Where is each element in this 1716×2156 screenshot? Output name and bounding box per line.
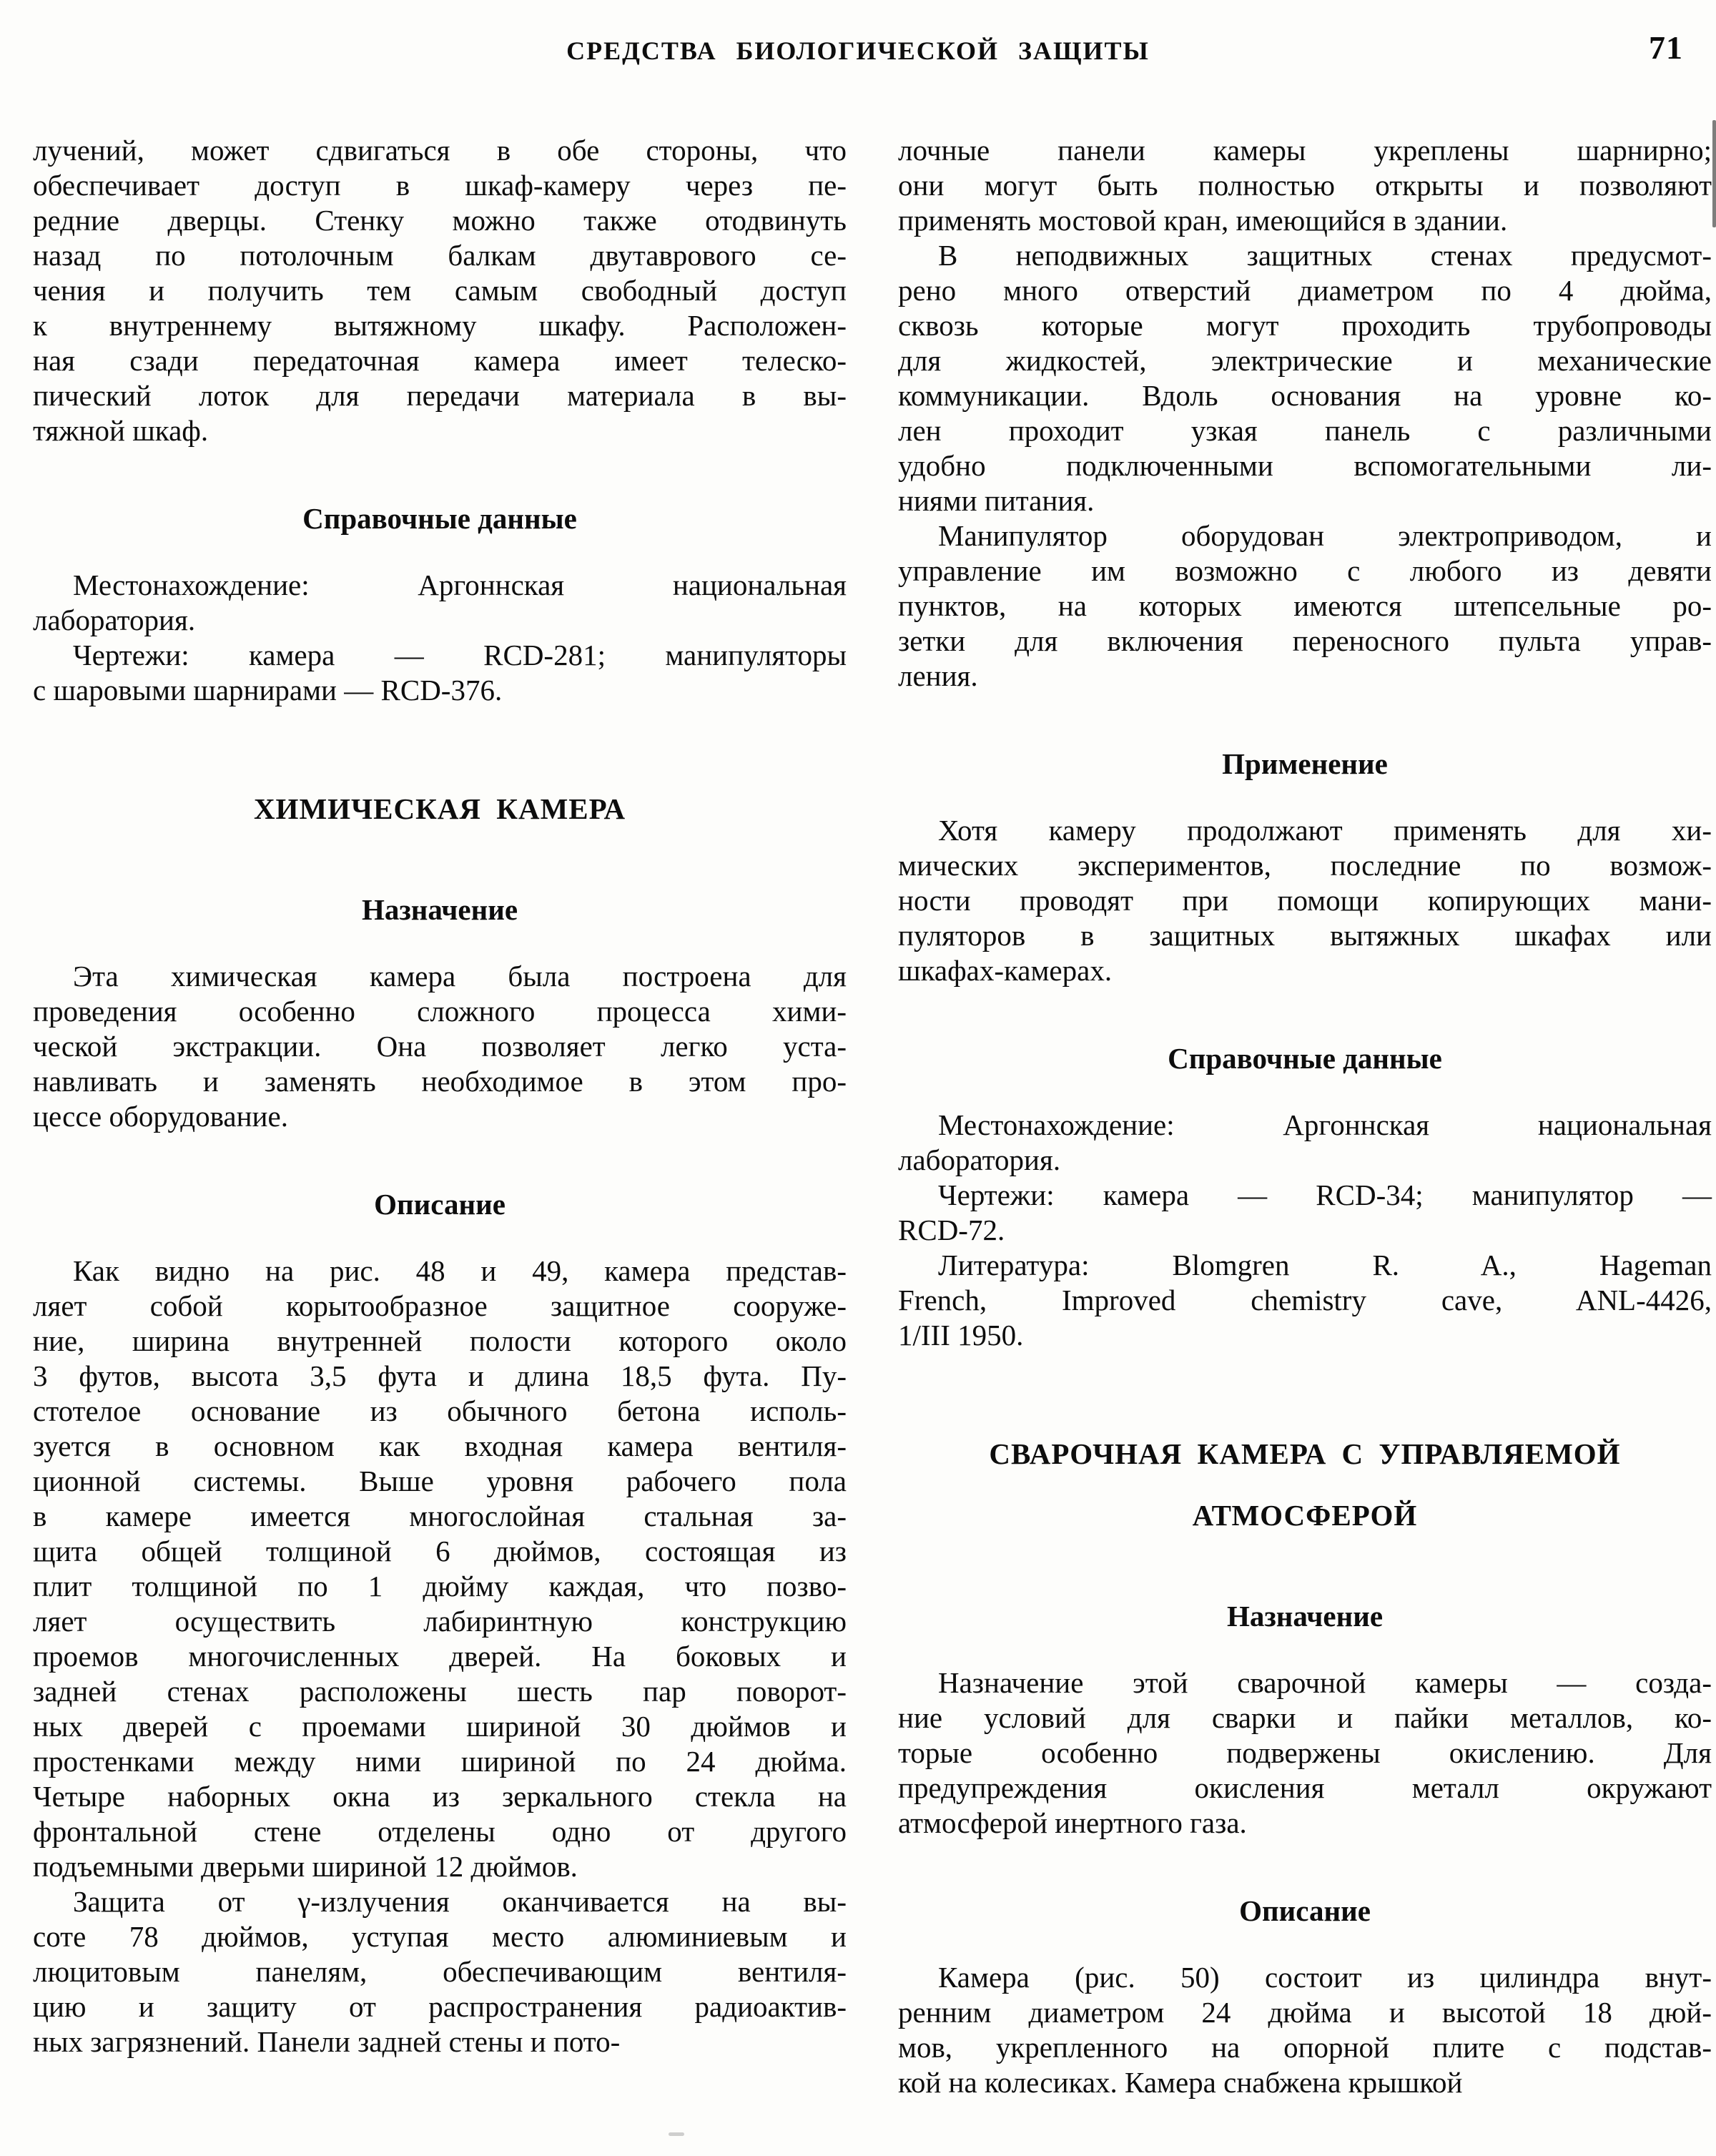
section-heading xyxy=(898,1423,1712,1546)
text-line: чения и получить тем самым свободный доступ xyxy=(33,274,847,307)
text-line: ных дверей с проемами шириной 30 дюймов и xyxy=(33,1710,847,1743)
text-line: назад по потолочным балкам двутаврового се- xyxy=(33,239,847,272)
text-line: щита общей толщиной 6 дюймов, состоящая из xyxy=(33,1535,847,1567)
text-line: пунктов, на которых имеются штепсельные ро- xyxy=(898,589,1712,622)
text-line: применять мостовой кран, имеющийся в здании. xyxy=(898,204,1508,237)
text-line: с шаровыми шарнирами — RCD-376. xyxy=(33,674,503,707)
text-line: лен проходит узкая панель с различными xyxy=(898,414,1712,447)
text-line: лочные панели камеры укреплены шарнирно; xyxy=(898,134,1712,167)
text-line: фронтальной стене отделены одно от другого xyxy=(33,1815,847,1848)
text-line: атмосферой инертного газа. xyxy=(898,1806,1247,1839)
subheading xyxy=(898,1041,1712,1076)
text-line: они могут быть полностью открыты и позволяют xyxy=(898,169,1712,202)
subheading xyxy=(898,747,1712,782)
text-line: люцитовым панелям, обеспечивающим вентиля- xyxy=(33,1955,847,1988)
subheading xyxy=(33,501,847,536)
text-line: 3 футов, высота 3,5 фута и длина 18,5 фута. Пу- xyxy=(33,1359,847,1392)
text-line: Назначение этой сварочной камеры — созда- xyxy=(938,1666,1712,1699)
text-line: соте 78 дюймов, уступая место алюминиевым и xyxy=(33,1920,847,1953)
text-line: удобно подключенными вспомогательными ли- xyxy=(898,449,1712,482)
text-line: к внутреннему вытяжному шкафу. Расположен- xyxy=(33,309,847,342)
text-columns xyxy=(33,133,1712,2100)
text-line: шкафах-камерах. xyxy=(898,954,1113,987)
section-heading xyxy=(33,778,847,840)
text-line: сквозь которые могут проходить трубопроводы xyxy=(898,309,1712,342)
text-line: для жидкостей, электрические и механические xyxy=(898,344,1712,377)
text-line: Справочные данные xyxy=(302,502,577,535)
paragraph xyxy=(33,959,847,1134)
paragraph xyxy=(898,1178,1712,1248)
running-header xyxy=(0,31,1716,82)
subheading xyxy=(33,892,847,927)
text-line: Назначение xyxy=(1226,1600,1384,1633)
paragraph xyxy=(33,568,847,638)
text-line: ных загрязнений. Панели задней стены и пото- xyxy=(33,2025,621,2058)
scan-speck-artifact xyxy=(669,2132,684,2136)
text-line: 1/III 1950. xyxy=(898,1319,1024,1352)
paragraph xyxy=(898,133,1712,238)
text-line: лаборатория. xyxy=(33,604,196,636)
text-line: СВАРОЧНАЯ КАМЕРА С УПРАВЛЯЕМОЙ xyxy=(989,1437,1621,1470)
text-line: тяжной шкаф. xyxy=(33,414,209,447)
text-line: лаборатория. xyxy=(898,1143,1061,1176)
paragraph xyxy=(898,1665,1712,1841)
paragraph xyxy=(898,1108,1712,1178)
text-line: навливать и заменять необходимое в этом про- xyxy=(33,1065,847,1098)
paragraph xyxy=(33,1254,847,1884)
subheading xyxy=(33,1187,847,1222)
paragraph xyxy=(33,1884,847,2059)
text-line: ниями питания. xyxy=(898,484,1095,517)
text-line: ляет осуществить лабиринтную конструкцию xyxy=(33,1605,847,1638)
text-line: Эта химическая камера была построена для xyxy=(73,960,847,993)
text-line: Чертежи: камера — RCD-34; манипулятор — xyxy=(938,1178,1712,1211)
text-line: простенками между ними шириной по 24 дюйма. xyxy=(33,1745,847,1778)
text-line: подъемными дверьми шириной 12 дюймов. xyxy=(33,1850,578,1883)
scan-edge-artifact xyxy=(1712,120,1716,227)
text-line: ционной системы. Выше уровня рабочего пола xyxy=(33,1465,847,1497)
text-line: цию и защиту от распространения радиоактив- xyxy=(33,1990,847,2023)
text-line: зуется в основном как входная камера вентиля- xyxy=(33,1429,847,1462)
text-line: ческой экстракции. Она позволяет легко уста- xyxy=(33,1030,847,1063)
paragraph xyxy=(898,1248,1712,1353)
text-line: Назначение xyxy=(361,893,518,926)
text-line: Описание xyxy=(374,1188,506,1221)
text-line: Защита от γ-излучения оканчивается на вы- xyxy=(73,1885,847,1918)
text-line: рено много отверстий диаметром по 4 дюйма, xyxy=(898,274,1712,307)
text-line: RCD-72. xyxy=(898,1214,1005,1246)
text-line: пический лоток для передачи материала в вы- xyxy=(33,379,847,412)
text-line: ХИМИЧЕСКАЯ КАМЕРА xyxy=(253,792,626,825)
text-line: В неподвижных защитных стенах предусмот- xyxy=(938,239,1712,272)
text-line: ления. xyxy=(898,659,978,692)
text-line: стотелое основание из обычного бетона исполь- xyxy=(33,1394,847,1427)
text-line: Применение xyxy=(1222,747,1388,780)
text-line: цессе оборудование. xyxy=(33,1100,288,1133)
text-line: управление им возможно с любого из девяти xyxy=(898,554,1712,587)
text-line: Литература: Blomgren R. A., Hageman xyxy=(938,1249,1712,1281)
text-line: торые особенно подвержены окислению. Для xyxy=(898,1736,1712,1769)
text-line: ности проводят при помощи копирующих мани- xyxy=(898,884,1712,917)
text-line: обеспечивает доступ в шкаф-камеру через пе- xyxy=(33,169,847,202)
column-right xyxy=(898,133,1712,2100)
text-line: АТМОСФЕРОЙ xyxy=(1192,1499,1418,1532)
text-line: Описание xyxy=(1239,1894,1371,1927)
text-line: зетки для включения переносного пульта управ- xyxy=(898,624,1712,657)
text-line: задней стенах расположены шесть пар поворот- xyxy=(33,1675,847,1708)
text-line: ляет собой корытообразное защитное сооруже- xyxy=(33,1289,847,1322)
text-line: Местонахождение: Аргоннская национальная xyxy=(73,568,847,601)
text-line: Четыре наборных окна из зеркального стекла на xyxy=(33,1780,847,1813)
text-line: пуляторов в защитных вытяжных шкафах или xyxy=(898,919,1712,952)
text-line: предупреждения окисления металл окружают xyxy=(898,1771,1712,1804)
paragraph xyxy=(898,813,1712,988)
text-line: редние дверцы. Стенку можно также отодвинуть xyxy=(33,204,847,237)
text-line: ние, ширина внутренней полости которого около xyxy=(33,1324,847,1357)
text-line: лучений, может сдвигаться в обе стороны, что xyxy=(33,134,847,167)
text-line: Манипулятор оборудован электроприводом, и xyxy=(938,519,1712,552)
paragraph xyxy=(898,238,1712,518)
text-line: ная сзади передаточная камера имеет телеско- xyxy=(33,344,847,377)
text-line: Местонахождение: Аргоннская национальная xyxy=(938,1108,1712,1141)
text-line: Чертежи: камера — RCD-281; манипуляторы xyxy=(73,639,847,671)
text-line: Камера (рис. 50) состоит из цилиндра внут- xyxy=(938,1961,1712,1994)
text-line: French, Improved chemistry cave, ANL-4426, xyxy=(898,1284,1712,1316)
paragraph xyxy=(33,133,847,448)
subheading xyxy=(898,1894,1712,1929)
text-line: мических экспериментов, последние по возмож- xyxy=(898,849,1712,882)
text-line: Как видно на рис. 48 и 49, камера представ- xyxy=(73,1254,847,1287)
paragraph xyxy=(33,638,847,708)
text-line: кой на колесиках. Камера снабжена крышкой xyxy=(898,2066,1463,2099)
text-line: ние условий для сварки и пайки металлов, ко- xyxy=(898,1701,1712,1734)
text-line: коммуникации. Вдоль основания на уровне ко- xyxy=(898,379,1712,412)
text-line: Хотя камеру продолжают применять для хи- xyxy=(938,814,1712,847)
subheading xyxy=(898,1599,1712,1634)
text-line: ренним диаметром 24 дюйма и высотой 18 дюй- xyxy=(898,1996,1712,2029)
column-left xyxy=(33,133,847,2100)
text-line: плит толщиной по 1 дюйму каждая, что позво- xyxy=(33,1570,847,1603)
text-line: мов, укрепленного на опорной плите с подстав- xyxy=(898,2031,1712,2064)
paragraph xyxy=(898,518,1712,694)
text-line: проемов многочисленных дверей. На боковых и xyxy=(33,1640,847,1673)
text-line: проведения особенно сложного процесса хими- xyxy=(33,995,847,1028)
text-line: в камере имеется многослойная стальная за- xyxy=(33,1500,847,1532)
running-header-title: СРЕДСТВА БИОЛОГИЧЕСКОЙ ЗАЩИТЫ xyxy=(566,36,1150,65)
text-line: Справочные данные xyxy=(1168,1042,1442,1075)
paragraph xyxy=(898,1960,1712,2100)
page-number: 71 xyxy=(1649,29,1683,66)
